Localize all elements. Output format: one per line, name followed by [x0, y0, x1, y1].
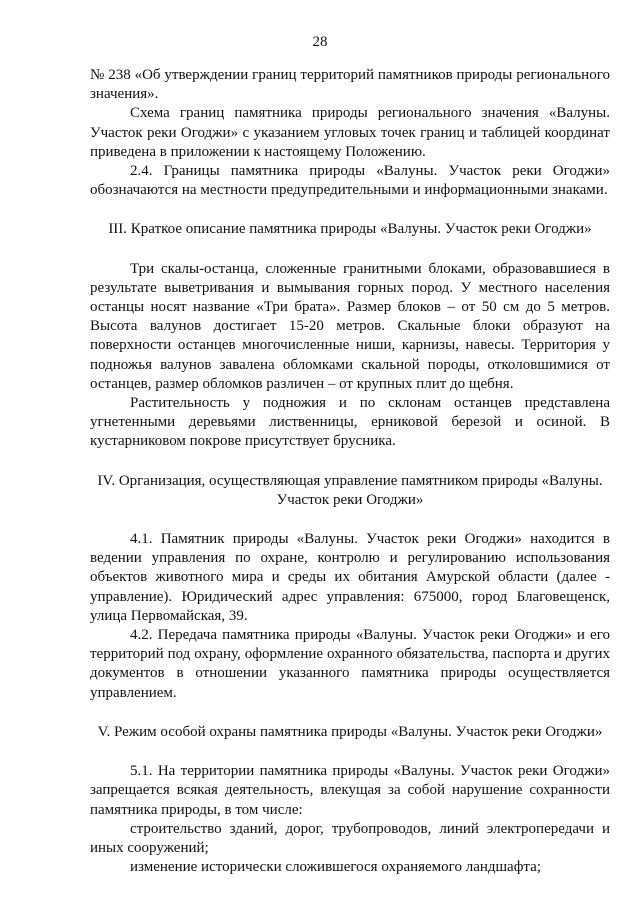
paragraph-5-1: 5.1. На территории памятника природы «Валуны. Участок реки Огоджи» запрещается всякая деятельность, влекущая за собой нарушение сохранности памятника природы, в том числе:	[90, 763, 610, 818]
section-heading-5: V. Режим особой охраны памятника природы «Валуны. Участок реки Огоджи»	[97, 723, 603, 740]
paragraph-4-2: 4.2. Передача памятника природы «Валуны. Участок реки Огоджи» и его территорий под охрану, оформление охранного обязательства, паспорта и других документов в отношении указанного памятника природы осуществляется управлением.	[90, 627, 610, 701]
list-item-landscape: изменение исторически сложившегося охраняемого ландшафта;	[130, 859, 541, 876]
document-body	[90, 66, 610, 877]
paragraph-vegetation: Растительность у подножия и по склонам останцев представлена угнетенными деревьями лиственницы, ерниковой березой и осиной. В кустарниковом покрове присутствует брусника.	[90, 395, 610, 450]
paragraph-decree-ref: № 238 «Об утверждении границ территорий памятников природы регионального значения».	[90, 67, 610, 103]
section-heading-4: IV. Организация, осуществляющая управление памятником природы «Валуны. Участок реки Огоджи»	[97, 472, 603, 508]
paragraph-description: Три скалы-останца, сложенные гранитными блоками, образовавшиеся в результате выветривания и вымывания горных пород. У местного населения останцы носят название «Три брата». Размер блоков – от 50 см до 5 метров. Высота валунов достигает 15-20 метров. Скальные блоки образуют на поверхности останцев многочисленные ниши, карнизы, навесы. Территория у подножья валунов завалена обломками скальной породы, отколовшимися от останцев, размер обломков различен – от крупных плит до щебня.	[90, 260, 610, 392]
paragraph-4-1: 4.1. Памятник природы «Валуны. Участок реки Огоджи» находится в ведении управления по охране, контролю и регулированию использования объектов животного мира и среды их обитания Амурской области (далее - управление). Юридический адрес управления: 675000, город Благовещенск, улица Первомайская, 39.	[90, 531, 610, 624]
list-item-construction: строительство зданий, дорог, трубопроводов, линий электропередачи и иных сооружений;	[90, 820, 610, 856]
paragraph-boundary-scheme: Схема границ памятника природы регионального значения «Валуны. Участок реки Огоджи» с указанием угловых точек границ и таблицей координат приведена в приложении к настоящему Положению.	[90, 105, 610, 160]
paragraph-2-4: 2.4. Границы памятника природы «Валуны. Участок реки Огоджи» обозначаются на местности предупредительными и информационными знаками.	[90, 163, 610, 199]
section-heading-3: III. Краткое описание памятника природы «Валуны. Участок реки Огоджи»	[108, 221, 592, 238]
page-number: 28	[312, 34, 328, 50]
